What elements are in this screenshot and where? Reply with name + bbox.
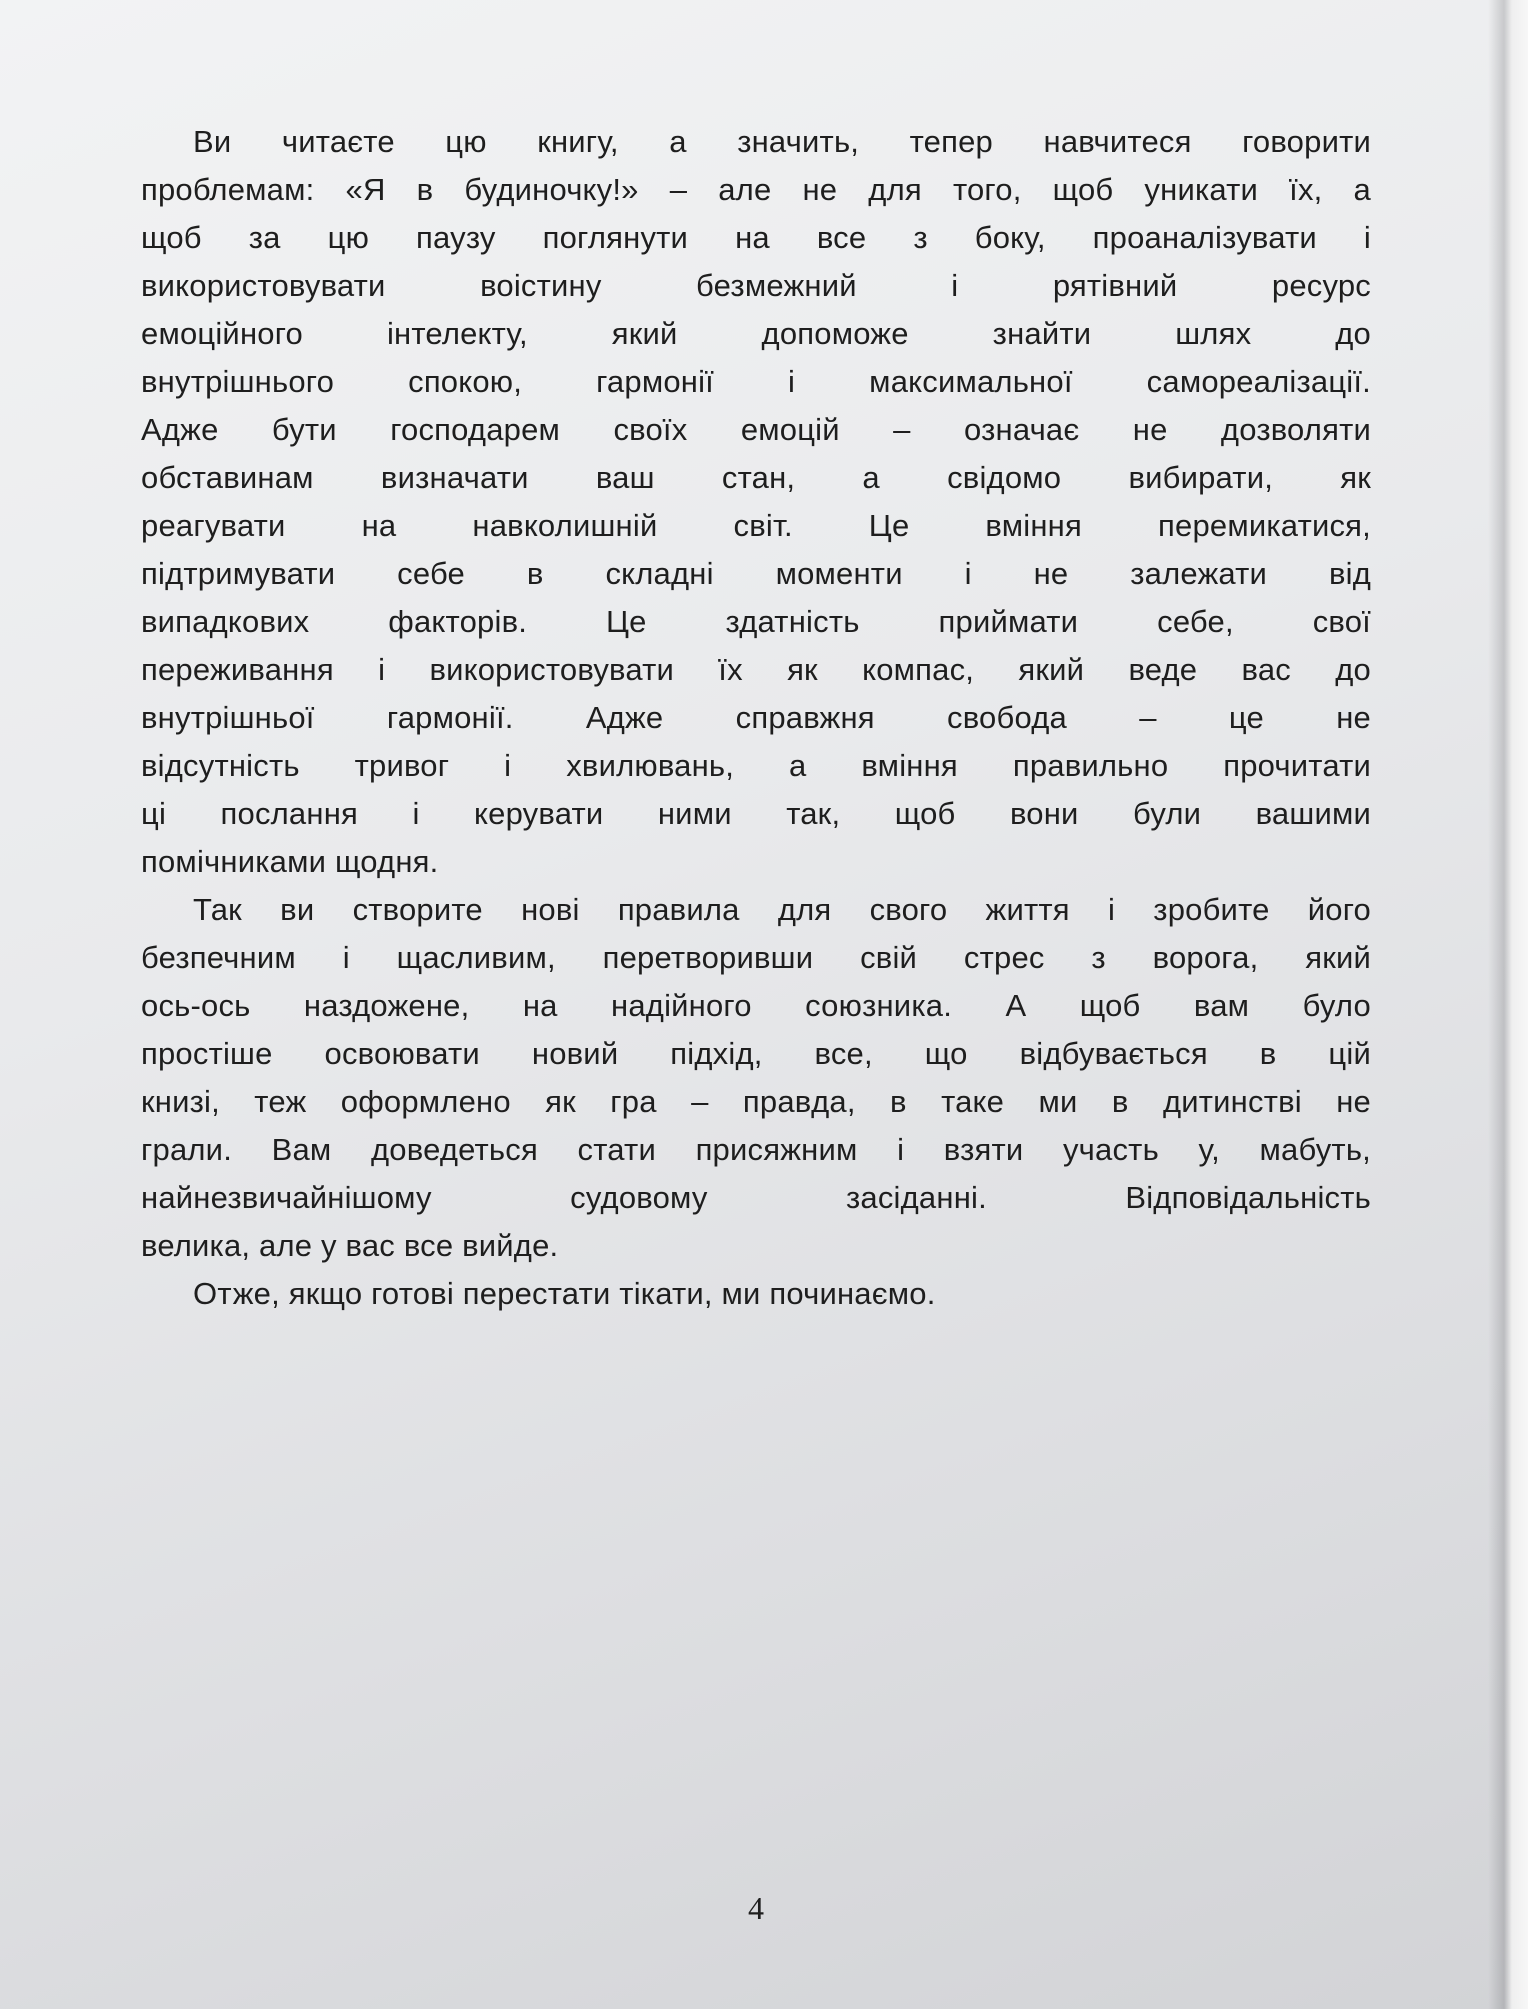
text-line: Ви читаєте цю книгу, а значить, тепер навчитеся говорити bbox=[193, 124, 1371, 159]
text-line: найнезвичайнішому судовому засіданні. Відповідальність bbox=[141, 1180, 1371, 1215]
text-line: простіше освоювати новий підхід, все, що відбувається в цій bbox=[141, 1036, 1371, 1071]
page-number: 4 bbox=[748, 1890, 764, 1926]
text-line: внутрішньої гармонії. Адже справжня свобода – це не bbox=[141, 700, 1371, 735]
text-line: реагувати на навколишній світ. Це вміння перемикатися, bbox=[141, 508, 1371, 543]
paragraph bbox=[141, 118, 1371, 886]
text-line: підтримувати себе в складні моменти і не залежати від bbox=[141, 556, 1371, 591]
text-line: ці послання і керувати ними так, щоб вони були вашими bbox=[141, 796, 1371, 831]
text-line: велика, але у вас все вийде. bbox=[141, 1228, 559, 1263]
text-line: книзі, теж оформлено як гра – правда, в таке ми в дитинстві не bbox=[141, 1084, 1371, 1119]
text-line: ось-ось наздожене, на надійного союзника. А щоб вам було bbox=[141, 988, 1371, 1023]
text-line: емоційного інтелекту, який допоможе знайти шлях до bbox=[141, 316, 1371, 351]
text-line: Отже, якщо готові перестати тікати, ми починаємо. bbox=[193, 1276, 936, 1311]
text-line: помічниками щодня. bbox=[141, 844, 439, 879]
body-text bbox=[141, 118, 1371, 1318]
text-line: обставинам визначати ваш стан, а свідомо вибирати, як bbox=[141, 460, 1371, 495]
text-line: Так ви створите нові правила для свого життя і зробите його bbox=[193, 892, 1371, 927]
text-line: безпечним і щасливим, перетворивши свій стрес з ворога, який bbox=[141, 940, 1371, 975]
text-line: відсутність тривог і хвилювань, а вміння правильно прочитати bbox=[141, 748, 1371, 783]
paragraph bbox=[141, 1270, 1371, 1318]
page-edge-shadow bbox=[1488, 0, 1528, 2009]
text-line: грали. Вам доведеться стати присяжним і взяти участь у, мабуть, bbox=[141, 1132, 1371, 1167]
text-line: Адже бути господарем своїх емоцій – означає не дозволяти bbox=[141, 412, 1371, 447]
paragraph bbox=[141, 886, 1371, 1270]
text-line: випадкових факторів. Це здатність приймати себе, свої bbox=[141, 604, 1371, 639]
text-line: використовувати воістину безмежний і рятівний ресурс bbox=[141, 268, 1371, 303]
text-line: внутрішнього спокою, гармонії і максимальної самореалізації. bbox=[141, 364, 1371, 399]
text-line: переживання і використовувати їх як компас, який веде вас до bbox=[141, 652, 1371, 687]
text-line: проблемам: «Я в будиночку!» – але не для того, щоб уникати їх, а bbox=[141, 172, 1371, 207]
text-line: щоб за цю паузу поглянути на все з боку, проаналізувати і bbox=[141, 220, 1371, 255]
